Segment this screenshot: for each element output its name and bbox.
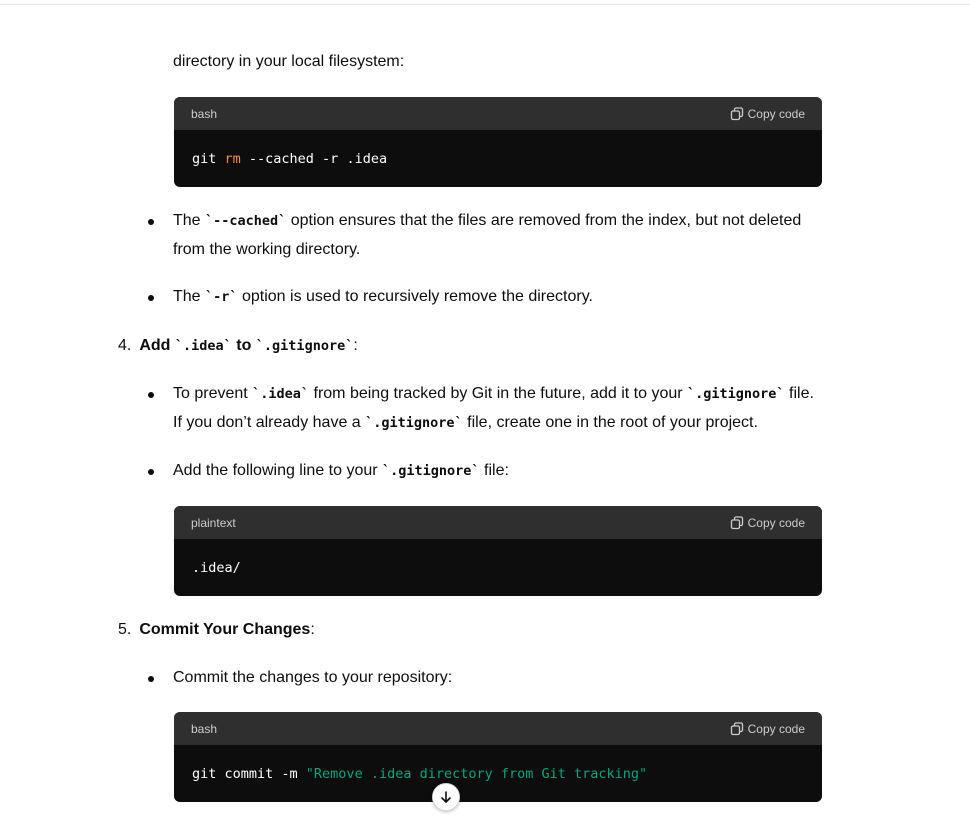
bullet-dot [148, 676, 154, 682]
step-4-heading: 4. Add `.idea` to `.gitignore`: [118, 337, 358, 354]
code-block-git-rm [174, 97, 822, 187]
code-content: .idea/ [192, 559, 241, 576]
inline-code: `--cached` [205, 213, 287, 229]
list-item-r-option: The `-r` option is used to recursively remove the directory. [173, 283, 823, 312]
copy-code-label: Copy code [747, 515, 805, 530]
copy-code-button[interactable] [730, 722, 805, 736]
code-block-header [174, 712, 822, 745]
code-block-gitignore-entry [174, 506, 822, 596]
copy-icon [730, 516, 744, 530]
copy-code-label: Copy code [747, 721, 805, 736]
inline-code: `-r` [205, 289, 238, 305]
list-item-commit: Commit the changes to your repository: [173, 664, 823, 693]
bullet-dot [148, 295, 154, 301]
scroll-to-bottom-button[interactable] [432, 783, 460, 811]
list-item-cached-option: The `--cached` option ensures that the files are removed from the index, but not deleted from the working directory. [173, 207, 823, 264]
code-block-git-commit [174, 712, 822, 802]
copy-code-label: Copy code [747, 106, 805, 121]
code-block-header [174, 97, 822, 130]
arrow-down-icon [439, 790, 453, 804]
bullet-dot [148, 219, 154, 225]
bullet-dot [148, 392, 154, 398]
bullet-dot [148, 469, 154, 475]
code-content: git rm --cached -r .idea [192, 150, 388, 167]
copy-icon [730, 107, 744, 121]
code-language-label: plaintext [191, 515, 236, 530]
list-item-add-line: Add the following line to your `.gitignore` file: [173, 457, 823, 486]
code-block-header [174, 506, 822, 539]
intro-text: directory in your local filesystem: [173, 53, 405, 70]
list-item-prevent-tracking: To prevent `.idea` from being tracked by Git in the future, add it to your `.gitignore` file. If you don’t already have a `.gitignore` file, create one in the root of your project. [173, 380, 823, 437]
copy-code-button[interactable] [730, 107, 805, 121]
copy-icon [730, 722, 744, 736]
step-5-heading: 5. Commit Your Changes: [118, 621, 315, 638]
code-language-label: bash [191, 106, 218, 121]
copy-code-button[interactable] [730, 516, 805, 530]
code-content: git commit -m "Remove .idea directory from Git tracking" [192, 765, 648, 782]
code-language-label: bash [191, 721, 218, 736]
top-divider [0, 0, 970, 5]
